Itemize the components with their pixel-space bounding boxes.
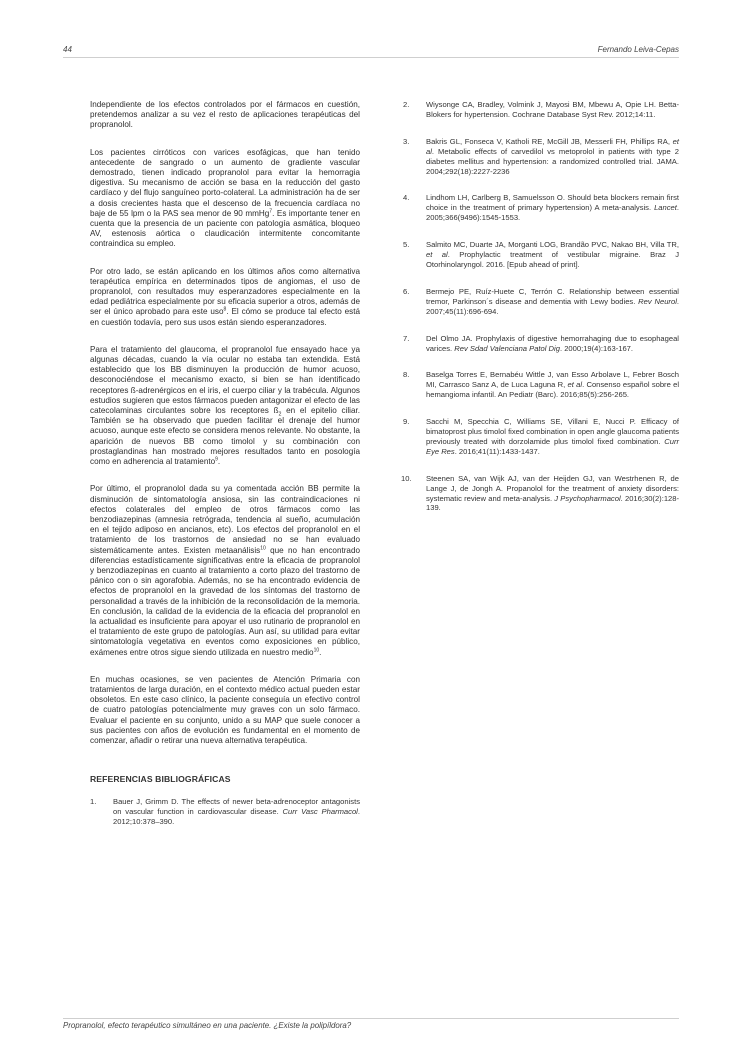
- reference-number: 7.: [403, 333, 410, 343]
- reference-text: Del Olmo JA. Prophylaxis of digestive hemorrahaging due to esophageal varices. Rev Sdad Valenciana Patol Dig. 2000;19(4):163-167.: [426, 333, 679, 353]
- reference-text: Wiysonge CA, Bradley, Volmink J, Mayosi BM, Mbewu A, Opie LH. Betta- Blokers for hypertension. Cochrane Database Syst Rev. 2012;14:11.: [426, 100, 679, 119]
- paragraph-text: En muchas ocasiones, se ven pacientes de Atención Primaria con tratamientos de larga duración, en el contexto médico actual pueden estar obsoletos. En este caso clínico, la paciente conseguía un efectivo control de cuatro patologías potencialmente muy graves con un solo fármaco. Evaluar el paciente en su conjunto, unido a su MAP que suele conocer a sus pacientes con años de evolución es fundamental en el momento de comenzar, añadir o retirar una nueva alternativa terapéutica.: [90, 674, 360, 745]
- reference-text: Lindhom LH, Carlberg B, Samuelsson O. Should beta blockers remain first choice in the treatment of primary hypertension) A meta-analysis. Lancet. 2005;366(9496):1545-1553.: [426, 193, 679, 223]
- left-column: [90, 100, 360, 827]
- reference-item: [403, 100, 679, 120]
- reference-number: 3.: [403, 136, 410, 146]
- citation-superscript: 7: [269, 208, 273, 215]
- body-paragraph: [90, 267, 360, 328]
- reference-item: [403, 287, 679, 317]
- citation-superscript: 9: [215, 456, 218, 463]
- reference-text: Bermejo PE, Ruíz-Huete C, Terrón C. Relationship between essential tremor, Parkinson´s disease and dementia with Lewy bodies. Rev Neurol. 2007;45(11):696-694.: [426, 286, 680, 316]
- citation-superscript: 10: [313, 646, 320, 653]
- footer-divider: [63, 1018, 679, 1019]
- reference-number: 1.: [90, 797, 97, 807]
- body-paragraph: [90, 100, 360, 131]
- running-header-author: Fernando Leiva-Cepas: [597, 45, 679, 54]
- paragraph-text: . El cómo se produce tal efecto está en cuestión todavía, pero sus usos están siendo esperanzadores.: [90, 307, 360, 327]
- reference-number: 10.: [401, 473, 412, 483]
- citation-superscript: 8: [223, 306, 227, 313]
- paragraph-text: . Es importante tener en cuenta que la presencia de un paciente con patología asmática, bloqueo AV, estenosis aórtica o claudicación intermitente concomitante contraindica su empleo.: [90, 208, 360, 249]
- paragraph-text: en el epitelio ciliar. También se ha observado que pueden facilitar el drenaje del humor acuoso, aunque este efecto se considera menos relevante. No obstante, la aparición de nuevos BB como timolol y su combinación con prostaglandinas han mostrado mejores resultados tanto en posología como en adherencia al tratamiento: [90, 406, 360, 467]
- paragraph-text: .: [217, 457, 221, 467]
- running-footer-title: Propranolol, efecto terapéutico simultáneo en una paciente. ¿Existe la polipíldora?: [63, 1021, 352, 1030]
- subscript: 2: [278, 411, 282, 418]
- reference-text: Baselga Torres E, Bernabéu Wittle J, van Esso Arbolave L, Febrer Bosch MI, Carrasco Sanz A, de Luca Laguna R, et al. Consenso español sobre el hemangioma infantil. An Pediatr (Barc). 2016;85(5):256-265.: [426, 370, 680, 400]
- paragraph-text: Por último, el propranolol dada su ya comentada acción BB permite la disminución de sintomatología ansiosa, sin las contraindicaciones ni efectos colaterales del empleo de otros fármacos como las benzodiazepinas (amnesia retrógrada, tendencia al sueño, acumulación en el tejido adiposo en ancianos, etc). Los efectos del propranolol en el tratamiento de los trastornos de ansiedad no se han evaluado sistemáticamente antes. Existen metaanálisis: [90, 484, 360, 555]
- body-paragraph: [90, 345, 360, 467]
- reference-text: Bauer J, Grimm D. The effects of newer beta-adrenoceptor antagonists on vascular function in cardiovascular disease. Curr Vasc Pharmacol. 2012;10:378–390.: [113, 797, 360, 826]
- body-paragraph: [90, 484, 360, 657]
- reference-item: [403, 370, 679, 400]
- reference-text: Salmito MC, Duarte JA, Morganti LOG, Brandão PVC, Nakao BH, Villa TR, et al. Prophylactic treatment of vestibular migraine. Braz J Otorhinolaryngol. 2016. [Epub ahead of print].: [426, 240, 679, 269]
- header-divider: [63, 57, 679, 58]
- reference-number: 4.: [403, 193, 410, 203]
- reference-item: [403, 193, 679, 223]
- reference-number: 6.: [403, 286, 410, 296]
- reference-number: 2.: [403, 100, 410, 109]
- reference-number: 9.: [403, 417, 410, 427]
- references-heading: REFERENCIAS BIBLIOGRÁFICAS: [90, 774, 231, 785]
- page-number: 44: [63, 45, 72, 54]
- reference-item: [403, 240, 679, 270]
- paragraph-text: Los pacientes cirróticos con varices esofágicas, que han tenido antecedente de sangrado o un aumento de gradiente vascular demostrado, tienen indicado propranolol para evitar la hemorragia digestiva. Su mecanismo de acción se basa en la reducción del gasto cardíaco y del flujo sanguíneo porto-colateral. La administración ha de ser a dosis crecientes hasta que el descenso de la frecuencia cardíaca no baje de 55 lpm o la PAS sea menor de 90 mmHg: [90, 147, 360, 218]
- reference-text: Sacchi M, Specchia C, Williams SE, Villani E, Nucci P. Efficacy of bimatoprost plus timolol fixed combination in open angle glaucoma patients previously treated with dorzolamide plus timolol fixed combination. Curr Eye Res. 2016;41(11):1433-1437.: [426, 417, 679, 456]
- reference-text: Steenen SA, van Wijk AJ, van der Heijden GJ, van Westrhenen R, de Lange J, de Jongh A. Propanolol for the treatment of anxiety disorders: systematic review and meta-analysis. J Psychopharmacol. 2016;30(2):128-139.: [426, 473, 680, 513]
- body-paragraph: [90, 148, 360, 250]
- paragraph-text: que no han encontrado diferencias estadísticamente significativas entre la eficacia de propranolol y benzodiazepinas en cuanto al tratamiento a corto plazo del trastorno de pánico con o sin agorafobia. Además, no se ha encontrado evidencia de efectos de propranolol en la gravedad de los síntomas del trastorno de personalidad a través de la inhibición de la reconsolidación de la memoria. En conclusión, la calidad de la evidencia de la eficacia del propranolol en la actualidad es insuficiente para apoyar el uso rutinario de propranolol en el tratamiento de este grupo de patologías. Aun así, su utilidad para evitar sintomatología vegetativa en eventos como exposiciones en público, exámenes entre otros sigue siendo utilizada en nuestro medio: [90, 545, 360, 657]
- reference-item: [403, 334, 679, 354]
- body-paragraph: [90, 675, 360, 746]
- paragraph-text: .: [319, 647, 322, 657]
- paragraph-text: Para el tratamiento del glaucoma, el propranolol fue ensayado hace ya algunas décadas, cuando la vía ocular no estaba tan extendida. Está establecido que los BB disminuyen la producción de humor acuoso, desconociéndose el mecanismo exacto, si bien se han identificado receptores ß-adrenérgicos en el iris, el cuerpo ciliar y la trabécula. Algunos estudios sugieren que estos fármacos pueden antagonizar el efecto de las catecolaminas circulantes sobre los receptores ß: [90, 344, 360, 416]
- reference-item: [90, 797, 360, 827]
- reference-item: [403, 417, 679, 457]
- reference-item: [403, 474, 679, 514]
- reference-item: [403, 137, 679, 177]
- paragraph-text: Independiente de los efectos controlados por el fármacos en cuestión, pretendemos analizar a su vez el resto de aplicaciones terapéuticas del propranolol.: [90, 100, 360, 130]
- reference-text: Bakris GL, Fonseca V, Katholi RE, McGill JB, Messerli FH, Phillips RA, et al. Metabolic effects of carvedilol vs metoprolol in patients with type 2 diabetes mellitus and hypertension: a randomized controlled trial. JAMA. 2004;292(18):2227-2236: [426, 136, 679, 176]
- paragraph-text: Por otro lado, se están aplicando en los últimos años como alternativa terapéutica empírica en determinados tipos de angiomas, el uso de propranolol, con resultados muy esperanzadores especialmente en la edad pediátrica especialmente por su eficacia superior a otros, además de ser el único aprobado para este uso: [90, 266, 360, 317]
- right-column: [403, 100, 679, 513]
- reference-number: 5.: [403, 240, 410, 250]
- reference-number: 8.: [403, 370, 410, 380]
- citation-superscript: 10: [260, 544, 266, 551]
